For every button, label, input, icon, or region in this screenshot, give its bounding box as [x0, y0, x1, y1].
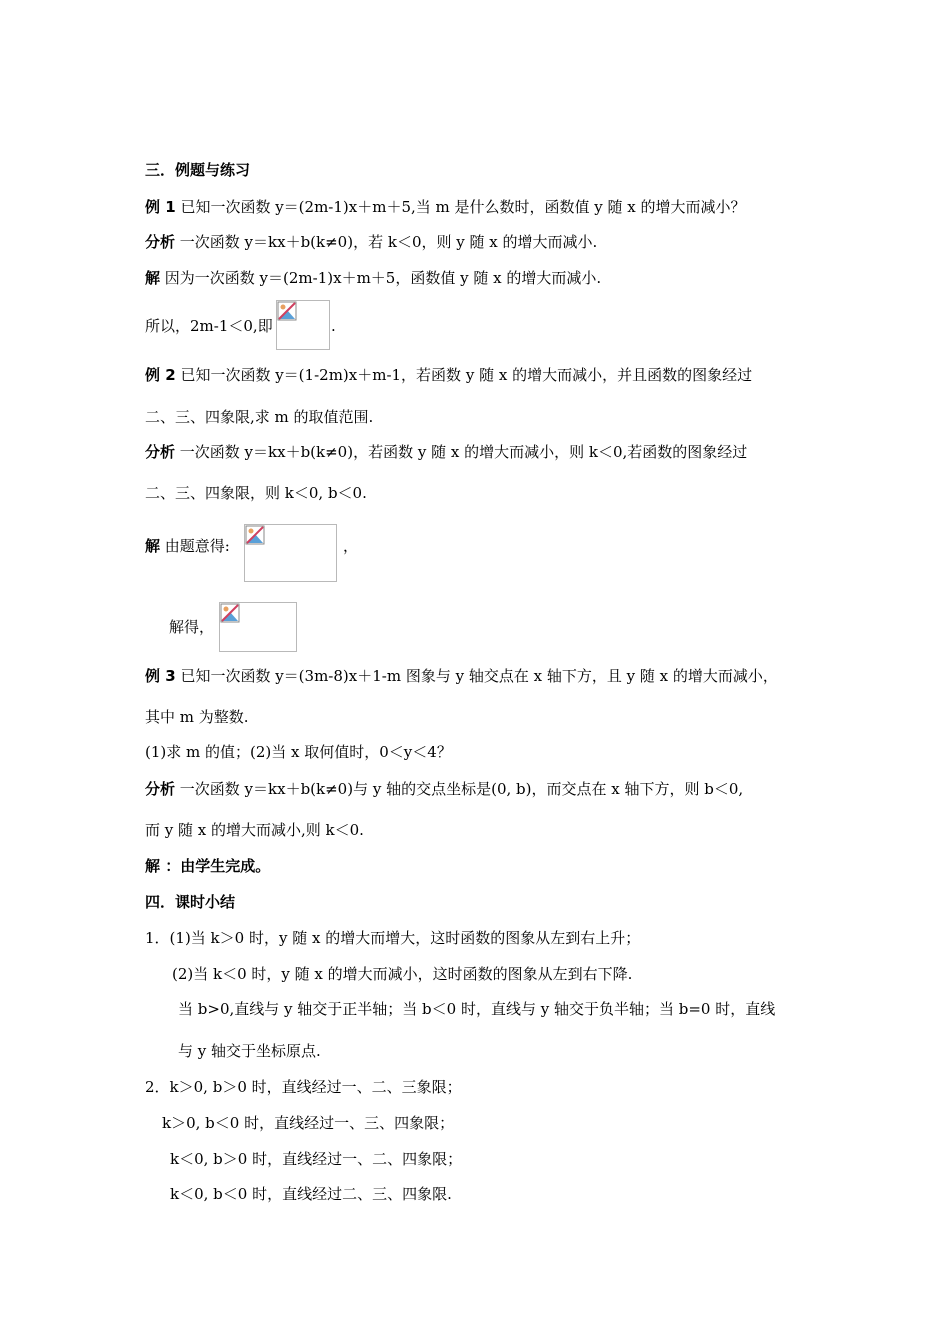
example-2-solution: [145, 536, 230, 556]
example-2-question: [145, 365, 752, 385]
broken-image-icon: [244, 524, 337, 582]
example-1-solution: [145, 268, 601, 288]
example-1-solution-text: 因为一次函数 y＝(2m-1)x＋m＋5，函数值 y 随 x 的增大而减小.: [160, 269, 602, 287]
summary-line-8: k＜0, b＜0 时，直线经过二、三、四象限.: [170, 1185, 452, 1203]
example-3-analysis-cont: 而 y 随 x 的增大而减小,则 k＜0.: [145, 821, 364, 839]
example-2-label: 例 2: [145, 366, 176, 384]
example-3-solution: 解 ：由学生完成。: [145, 857, 271, 875]
example-1-label: 例 1: [145, 198, 176, 216]
analysis-label: 分析: [145, 780, 176, 798]
example-3-analysis: [145, 779, 743, 799]
example-2-text: 已知一次函数 y＝(1-2m)x＋m-1，若函数 y 随 x 的增大而减小，并且函数的图象经过: [175, 366, 753, 384]
example-2-solution-end: ，: [343, 537, 359, 555]
example-1-analysis: [145, 232, 597, 252]
summary-line-1: 1．(1)当 k＞0 时，y 随 x 的增大而增大，这时函数的图象从左到右上升；: [145, 929, 641, 947]
example-3-label: 例 3: [145, 667, 176, 685]
section-title-examples: 三．例题与练习: [145, 161, 251, 179]
example-2-solution-text: 由题意得:: [160, 537, 230, 555]
analysis-label: 分析: [145, 443, 176, 461]
example-2-question-cont: 二、三、四象限,求 m 的取值范围.: [145, 408, 374, 426]
example-3-question-cont: 其中 m 为整数.: [145, 708, 249, 726]
solution-label: 解: [145, 269, 161, 287]
example-1-result-end: .: [331, 317, 336, 335]
example-3-analysis-text: 一次函数 y＝kx＋b(k≠0)与 y 轴的交点坐标是(0, b)，而交点在 x 轴下方，则 b＜0,: [175, 780, 744, 798]
summary-line-3: 当 b>0,直线与 y 轴交于正半轴；当 b＜0 时，直线与 y 轴交于负半轴；当 b=0 时，直线: [178, 1000, 776, 1018]
summary-line-5: 2．k＞0, b＞0 时，直线经过一、二、三象限；: [145, 1078, 462, 1096]
summary-line-7: k＜0, b＞0 时，直线经过一、二、四象限；: [170, 1150, 463, 1168]
example-3-subquestions: (1)求 m 的值；(2)当 x 取何值时，0＜y＜4？: [145, 743, 452, 761]
example-2-analysis: [145, 442, 747, 462]
example-2-analysis-text: 一次函数 y＝kx＋b(k≠0)，若函数 y 随 x 的增大而减小，则 k＜0,若函数的图象经过: [175, 443, 748, 461]
example-3-text: 已知一次函数 y＝(3m-8)x＋1-m 图象与 y 轴交点在 x 轴下方，且 y 随 x 的增大而减小，: [175, 667, 778, 685]
summary-line-2: (2)当 k＜0 时，y 随 x 的增大而减小，这时函数的图象从左到右下降.: [172, 965, 633, 983]
example-1-analysis-text: 一次函数 y＝kx＋b(k≠0)，若 k＜0，则 y 随 x 的增大而减小.: [175, 233, 598, 251]
solution-label: 解: [145, 537, 161, 555]
example-1-solution-result: [145, 316, 273, 336]
example-1-result-text: 所以，2m-1＜0,即: [145, 317, 273, 335]
example-2-analysis-cont: 二、三、四象限，则 k＜0, b＜0.: [145, 484, 367, 502]
broken-image-icon: [276, 300, 330, 350]
example-1-text: 已知一次函数 y＝(2m-1)x＋m＋5,当 m 是什么数时，函数值 y 随 x 的增大而减小？: [175, 198, 746, 216]
summary-line-6: k＞0, b＜0 时，直线经过一、三、四象限；: [162, 1114, 455, 1132]
example-1-question: [145, 197, 746, 217]
analysis-label: 分析: [145, 233, 176, 251]
summary-line-4: 与 y 轴交于坐标原点.: [178, 1042, 321, 1060]
example-2-solved: 解得，: [169, 618, 215, 636]
section-title-summary: 四．课时小结: [145, 893, 236, 911]
broken-image-icon: [219, 602, 297, 652]
example-3-question: [145, 666, 778, 686]
